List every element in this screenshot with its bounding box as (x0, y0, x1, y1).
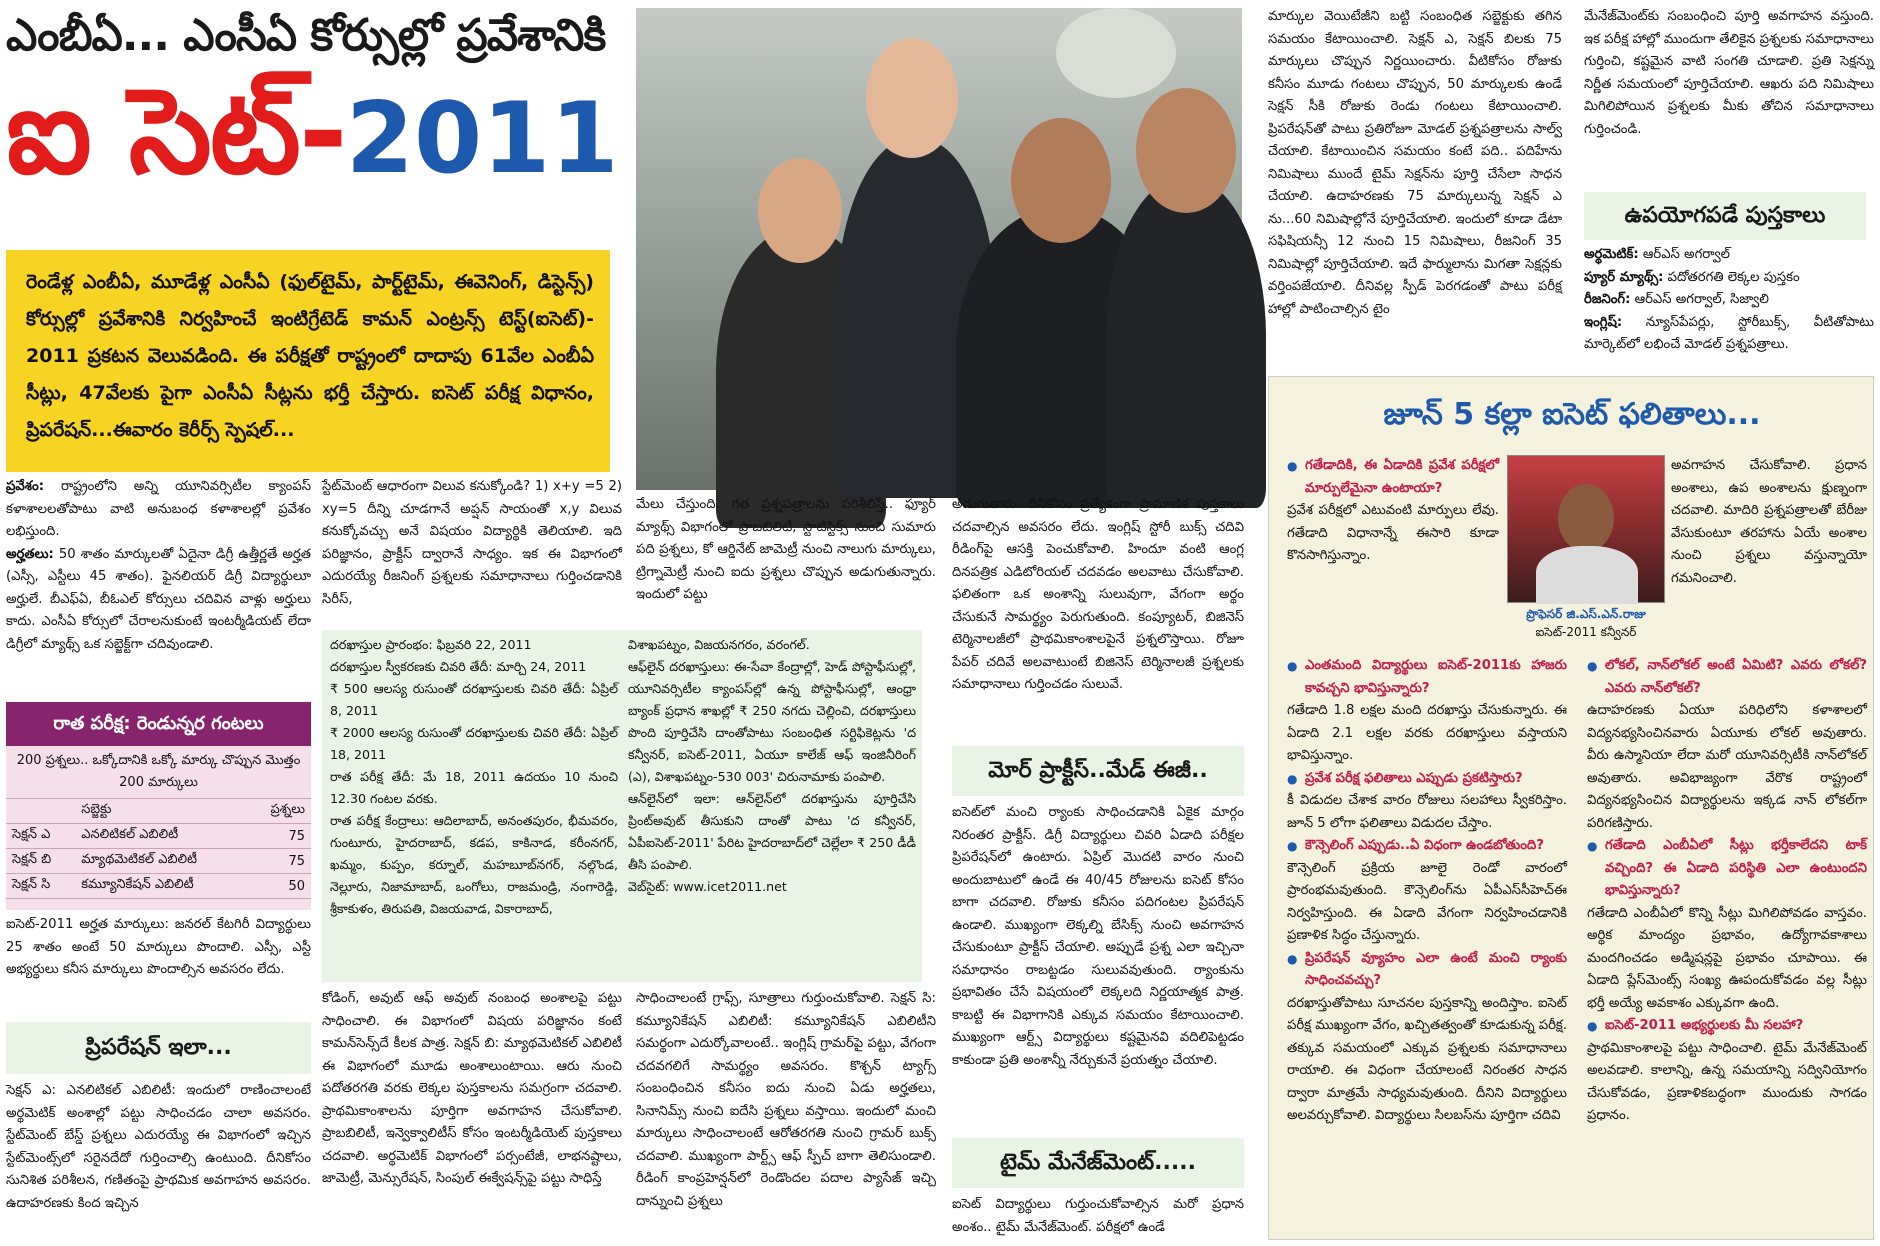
interview-title: జూన్ 5 కల్లా ఐసెట్ ఫలితాలు... (1383, 397, 1761, 432)
books-heading: ఉపయోగపడే పుస్తకాలు (1584, 192, 1866, 240)
interview-answer: గతేడాది ఎంబీఏలో కొన్ని సీట్లు మిగిలిపోవడం వాస్తవం. అర్థిక మాంద్యం ప్రభావం, ఉద్యోగావకాశాలు మందగించడం అడ్మిషన్లపై ప్రభావం చూపాయి. ఈ ఏడాది ప్లేస్‌మెంట్స్ సంఖ్య ఊపందుకోవడం వల్ల సీట్లు భర్తీ అయ్యే అవకాశం ఎక్కువగా ఉంది. (1587, 905, 1867, 1011)
exam-table (6, 799, 311, 899)
table-header-row (6, 799, 311, 824)
interview-question: ● ఐసెట్-2011 అభ్యర్థులకు మీ సలహా? (1587, 1015, 1867, 1038)
table-cell: 50 (248, 874, 311, 899)
date-item: దరఖాస్తుల స్వీకరణకు చివరి తేదీ: మార్చి 24, 2011 (330, 659, 587, 674)
time-management-heading: టైమ్ మేనేజ్‌మెంట్..... (952, 1138, 1244, 1188)
students-photo (636, 8, 1242, 490)
books-list (1584, 244, 1874, 360)
intro-box: రెండేళ్ల ఎంబీఏ, మూడేళ్ల ఎంసీఏ (ఫుల్‌టైమ్, పార్ట్‌టైమ్, ఈవెనింగ్, డిస్టెన్స్) కోర్సుల్లో ప్రవేశానికి నిర్వహించే ఇంటిగ్రేటెడ్ కామన్ ఎంట్రన్స్ టెస్ట్(ఐసెట్)- 2011 ప్రకటన వెలువడింది. ఈ పరీక్షతో రాష్ట్రంలో దాదాపు 61వేల ఎంబీఏ సీట్లు, 47వేలకు పైగా ఎంసీఏ సీట్లను భర్తీ చేస్తారు. ఐసెట్ పరీక్ష విధానం, ప్రిపరేషన్...ఈవారం కెరీర్స్ స్పెషల్... (6, 250, 610, 472)
admission-text: రాష్ట్రంలోని అన్ని యూనివర్సిటీల క్యాంపస్ కళాశాలలతోపాటు వాటి అనుబంధ కళాశాలల్లో ప్రవేశం లభిస్తుంది. (6, 479, 311, 539)
col6-text: మేనేజ్‌మెంట్‌కు సంబంధించి పూర్తి అవగాహన వస్తుంది. ఇక పరీక్ష హాల్లో ముందుగా తేలికైన ప్రశ్నలకు సమాధానాలు గుర్తించి, కష్టమైన వాటి సంగతి చూడాలి. ప్రతి సెక్షన్ను నిర్ణీత సమయంలో పూర్తిచేయాలి. ఆఖరు పది నిమిషాలు మిగిలిపోయిన ప్రశ్నలకు మీకు తోచిన సమాధానాలు గుర్తించండి. (1584, 9, 1874, 137)
interview-answer: కౌన్సెలింగ్ ప్రక్రియ జూలై రెండో వారంలో ప్రారంభమవుతుంది. కౌన్సెలింగ్‌ను ఏపీఎస్‌సీహెచ్‌ఈ నిర్వహిస్తుంది. ఈ ఏడాది వేగంగా నిర్వహించడానికి ప్రణాళిక సిద్ధం చేస్తున్నారు. (1287, 860, 1567, 943)
interview-question: ● గతేడాది ఎంబీఏలో సీట్లు భర్తీకాలేదని టాక్ వచ్చింది? ఈ ఏడాది పరిస్థితి ఎలా ఉంటుందని భావిస్తున్నారు? (1587, 835, 1867, 903)
interview-answer: గతేడాది 1.8 లక్షల మంది దరఖాస్తు చేసుకున్నారు. ఈ ఏడాది 2.1 లక్షల వరకు దరఖాస్తులు వస్తాయని భావిస్తున్నాం. (1287, 703, 1567, 763)
qualifying-marks-text: ఐసెట్-2011 అర్హత మార్కులు: జనరల్ కేటగిరీ విద్యార్థులు 25 శాతం అంటే 50 మార్కులు పొందాలి. ఎస్సీ, ఎస్టీ అభ్యర్థులు కనీస మార్కులు పొందాల్సిన అవసరం లేదు. (6, 917, 311, 977)
dates-left (330, 634, 618, 980)
date-item: ఆఫ్‌లైన్ దరఖాస్తులు: ఈ-సేవా కేంద్రాల్లో, హెడ్ పోస్టాఫీసుల్లో, యూనివర్సిటీల క్యాంపస్‌ల్లో ఉన్న పోస్టాఫీసుల్లో, ఆంధ్రా బ్యాంక్ ప్రధాన శాఖల్లో ₹ 250 నగదు చెల్లించి, దరఖాస్తులు పొంది పూర్తిచేసి దాంతోపాటు సంబంధిత సర్టిఫికెట్లను 'ద కన్వీనర్, ఐసెట్-2011, ఏయూ కాలేజ్ ఆఫ్ ఇంజినీరింగ్ (ఎ), విశాఖపట్నం-530 003' చిరునామాకు పంపాలి. (628, 659, 916, 784)
interview-right-top: అవగాహన చేసుకోవాలి. ప్రధాన అంశాలు, ఉప అంశాలను క్షుణ్నంగా చదవాలి. మాదిరి ప్రశ్నపత్రాలతో బేరీజు వేసుకుంటూ తరహాను ఏయే అంశాల నుంచి ప్రశ్నలు వస్తున్నాయో గమనించాలి. (1671, 458, 1867, 586)
date-item: ₹ 500 ఆలస్య రుసుంతో దరఖాస్తులకు చివరి తేదీ: ఏప్రిల్ 8, 2011 (330, 681, 618, 718)
interview-left-column (1287, 655, 1567, 1235)
exam-pattern-box (6, 702, 311, 910)
interview-question: ● ఎంతమంది విద్యార్థులు ఐసెట్-2011కు హాజరు కావచ్చని భావిస్తున్నారు? (1287, 655, 1567, 700)
book-label: ఇంగ్లిష్: (1584, 314, 1623, 330)
book-value: ఆర్ఎస్ అగర్వాల్ (1642, 247, 1731, 262)
book-label: రీజనింగ్: (1584, 292, 1631, 307)
table-cell: సెక్షన్ ఎ (6, 824, 75, 849)
eligibility-text (6, 476, 311, 690)
table-cell: కమ్యూనికేషన్ ఎబిలిటీ (75, 874, 248, 899)
caption-role: ఐసెట్-2011 కన్వీనర్ (1535, 625, 1637, 639)
table-row (6, 824, 311, 849)
col3-top-text: మేలు చేస్తుంది. గత ప్రశ్నపత్రాలను పరిశీలిస్తే.. ఫ్యూర్ మ్యాథ్స్ విభాగంలో ప్రాబబిలిటీ, స్టాటిస్టిక్స్ నుంచి సుమారు పది ప్రశ్నలు, కో ఆర్డినేట్ జామెట్రీ నుంచి నాలుగు మార్కులు, ట్రిగ్నామెట్రీ నుంచి ఐదు ప్రశ్నలు చొప్పున అడుగుతున్నారు. ఇందులో పట్టు (636, 497, 936, 602)
book-label: ప్యూర్ మ్యాథ్స్: (1584, 269, 1664, 285)
table-cell: 75 (248, 849, 311, 874)
dates-right (628, 634, 916, 980)
interview-answer: దరఖాస్తుతోపాటు సూచనల పుస్తకాన్ని అందిస్తాం. ఐసెట్ పరీక్ష ముఖ్యంగా వేగం, ఖచ్చితత్వంతో కూడుకున్న పరీక్ష. తక్కువ సమయంలో ఎక్కువ ప్రశ్నలకు సమాధానాలు రాయాలి. ఈ విధంగా చేయాలంటే నిరంతర సాధన ద్వారా మాత్రమే సాధ్యమవుతుంది. దీనిని విద్యార్థులు అలవర్చుకోవాలి. విద్యార్థులు సిలబస్‌ను పూర్తిగా చదివి (1287, 995, 1567, 1123)
interview-box (1268, 376, 1874, 1240)
interview-qa-block (1287, 455, 1499, 655)
col3-bottom-text: సాధించాలంటే గ్రాఫ్స్, సూత్రాలు గుర్తుంచుకోవాలి. సెక్షన్ సి: కమ్యూనికేషన్ ఎబిలిటీ: కమ్యూనికేషన్ ఎబిలిటీని సమర్థంగా ఎదుర్కోవాలంటే.. ఇంగ్లిష్ గ్రామర్‌పై పట్టు, వేగంగా చదవగలిగే సామర్థ్యం అవసరం. కొశ్చన్ ట్యాగ్స్ సంబంధించిన కనీసం ఐదు నుంచి ఏడు అర్హతలు, సినానిమ్స్ నుంచి ఐదేసి ప్రశ్నలు వస్తాయి. ఇందులో మంచి మార్కులు సాధించాలంటే ఆరోతరగతి నుంచి గ్రామర్ బుక్స్ చదవాలి. ముఖ్యంగా పార్ట్స్ ఆఫ్ స్పీచ్ బాగా తెలిసుండాలి. రీడింగ్ కాంప్రహెన్షన్‌లో రెండొందల పదాల ప్యాసేజ్ ఇచ్చి దాన్నుంచి ప్రశ్నలు (636, 991, 936, 1209)
table-row (6, 849, 311, 874)
date-item: ₹ 2000 ఆలస్య రుసుంతో దరఖాస్తులకు చివరి తేదీ: ఏప్రిల్ 18, 2011 (330, 725, 618, 762)
caption-name: ప్రొఫెసర్ జి.ఎస్.ఎన్.రాజు (1526, 607, 1646, 621)
date-item: రాత పరీక్ష కేంద్రాలు: ఆదిలాబాద్, అనంతపురం, భీమవరం, గుంటూరు, హైదరాబాద్, కడప, కాకినాడ, కరీంనగర్, ఖమ్మం, కుప్పం, కర్నూల్, మహబూబ్‌నగర్, నల్గొండ, నెల్లూరు, నిజామాబాద్, ఒంగోలు, రాజమండ్రి, నంగారెడ్డి, శ్రీకాకుళం, తిరుపతి, విజయవాడ, వికారాబాద్, (330, 813, 618, 916)
photo-caption (1507, 605, 1665, 645)
practice-heading: మోర్ ప్రాక్టీస్..మేడ్ ఈజీ.. (952, 746, 1244, 796)
admission-label: ప్రవేశం: (6, 479, 44, 494)
eligibility-label: అర్హతలు: (6, 546, 54, 562)
preparation-heading: ప్రిపరేషన్ ఇలా... (6, 1022, 311, 1074)
interview-question: ● ప్రిపరేషన్ వ్యూహం ఎలా ఉంటే మంచి ర్యాంకు సాధించవచ్చు? (1287, 948, 1567, 993)
book-value: న్యూస్‌పేపర్లు, స్టోరీబుక్స్, వీటితోపాటు మార్కెట్‌లో లభించే మోడల్ ప్రశ్నపత్రాలు. (1584, 314, 1874, 352)
table-cell: ఎనలిటికల్ ఎబిలిటీ (75, 824, 248, 849)
practice-text: ఐసెట్‌లో మంచి ర్యాంకు సాధించడానికి ఏకైక మార్గం నిరంతర ప్రాక్టీస్. డిగ్రీ విద్యార్థులు చివరి ఏడాది పరీక్షల ప్రిపరేషన్‌లో ఉంటారు. ఏప్రిల్ మొదటి వారం నుంచి అందుబాటులో ఉండే ఈ 40/45 రోజులను ఐసెట్ కోసం బాగా చదవాలి. రోజుకు కనీసం పదిగంటల ప్రిపరేషన్ ఉండాలి. ముఖ్యంగా లెక్కల్ని బేసిక్స్ నుంచి అవగాహన చేసుకుంటూ ప్రాక్టీస్ చేయాలి. అప్పుడే ప్రశ్న ఎలా ఇచ్చినా సమాధానం రాబట్టడం సులువవుతుంది. ర్యాంకును ప్రభావితం చేసే విషయంలో లెక్కలది నిర్ణయాత్మక పాత్ర. కాబట్టి ఈ విభాగానికి ఎక్కువ సమయం కేటాయించాలి. ముఖ్యంగా ఆర్ట్స్ విద్యార్థులు కష్టమైనవి వదిలిపెట్టడం కాకుండా ప్రతి అంశాన్నీ నేర్చుకునే ప్రయత్నం చేయాలి. (952, 805, 1244, 1068)
col2-top-text: స్టేట్‌మెంట్ ఆధారంగా విలువ కనుక్కోండి? 1) x+y =5 2) xy=5 దీన్ని చూడగానే అప్షన్ సాయంతో x,y విలువ కనుక్కోవచ్చు అనే విషయం విద్యార్థికి తెలియాలి. ఇది పరిజ్ఞానం, ప్రాక్టీస్ ద్వారానే సాధ్యం. ఇక ఈ విభాగంలో ఎదురయ్యే రీజనింగ్ ప్రశ్నలకు సమాధానాలు గుర్తించడానికి సిరీస్, (322, 479, 622, 607)
interview-right-column (1587, 655, 1867, 1235)
website-link[interactable]: వెబ్‌సైట్: www.icet2011.net (628, 879, 787, 894)
professor-photo (1507, 455, 1665, 603)
book-value: పదోతరగతి లెక్కల పుస్తకం (1667, 269, 1800, 285)
date-item: ఆన్‌లైన్‌లో ఇలా: ఆన్‌లైన్‌లో దరఖాస్తును పూర్తిచేసి ప్రింట్‌అవుట్ తీసుకుని దాంతో పాటు 'ద కన్వీనర్, ఏపీఐసెట్-2011' పేరిట హైదరాబాద్‌లో చెల్లేలా ₹ 250 డీడీ తీసి పంపాలి. (628, 791, 916, 872)
exam-box-intro: 200 ప్రశ్నలు.. ఒక్కోదానికి ఒక్కో మార్కు చొప్పున మొత్తం 200 మార్కులు (6, 746, 311, 799)
eligibility-paragraph: 50 శాతం మార్కులతో ఏదైనా డిగ్రీ ఉత్తీర్ణతే అర్హత (ఎస్సీ, ఎస్టీలు 45 శాతం). ఫైనలియర్ డిగ్రీ విద్యార్థులూ అర్హులే. బీఎఫ్ఏ, బీఓఎల్ కోర్సులు చదివిన వాళ్లు అర్హులు కాదు. ఎంసీఏ కోర్సులో చేరాలనుకుంటే ఇంటర్మీడియట్ లేదా డిగ్రీలో మ్యాథ్స్ ఒక సబ్జెక్ట్‌గా చదివుండాలి. (6, 546, 311, 652)
time-management-text: ఐసెట్ విద్యార్థులు గుర్తుంచుకోవాల్సిన మరో ప్రధాన అంశం.. టైమ్ మేనేజ్‌మెంట్. పరీక్షలో ఉండే (952, 1197, 1244, 1235)
interview-question: ● కౌన్సెలింగ్ ఎప్పుడు..ఏ విధంగా ఉండబోతుంది? (1287, 835, 1567, 858)
date-item: రాత పరీక్ష తేదీ: మే 18, 2011 ఉదయం 10 నుంచి 12.30 గంటల వరకు. (330, 769, 618, 806)
col5-text: మార్కుల వెయిటేజీని బట్టి సంబంధిత సబ్జెక్టుకు తగిన సమయం కేటాయించాలి. సెక్షన్ ఎ, సెక్షన్ బిలకు 75 మార్కులు చొప్పున నిర్ణయించారు. వీటికోసం రోజుకు కనీసం మూడు గంటలు చొప్పున, 50 మార్కులకు ఉండే సెక్షన్ సీకి రోజుకు రెండు గంటలు కేటాయించాలి. ప్రిపరేషన్‌తో పాటు ప్రతిరోజూ మోడల్ ప్రశ్నపత్రాలను సాల్వ్ చేయాలి. కేటాయించిన సమయం కంటే పది.. పదిహేను నిమిషాలు ముందే టైమ్ సెక్షన్‌ను పూర్తి చేసేలా సాధన చేయాలి. ఉదాహరణకు 75 మార్కులున్న సెక్షన్ ఎ ను...60 నిమిషాల్లోనే పూర్తిచేయాలి. ఇందులో కూడా డేటా సఫిషియన్సీ 12 నుంచి 15 నిమిషాలు, రీజనింగ్ 35 నిమిషాల్లో పూర్తిచేయాలి. ఇదే ఫార్ములాను మిగతా సెక్షన్లకు వర్తింపజేయాలి. దీనివల్ల స్పీడ్ పెరగడంతో పాటు పరీక్ష హాల్లో పాటించాల్సిన టైం (1268, 9, 1562, 317)
interview-answer: ప్రవేశ పరీక్షలో ఎటువంటి మార్పులు లేవు. గతేడాది విధానాన్నే ఈసారి కూడా కొనసాగిస్తున్నాం. (1287, 503, 1499, 563)
interview-answer: ప్రాథమికాంశాలపై పట్టు సాధించాలి. టైమ్ మేనేజ్‌మెంట్ అలవడాలి. కాలాన్ని, ఉన్న సమయాన్ని సద్వినియోగం చేసుకోవడం, ప్రణాళికబద్ధంగా ముందుకు సాగడం ప్రధానం. (1587, 1040, 1867, 1123)
date-item: విశాఖపట్నం, విజయనగరం, వరంగల్. (628, 637, 810, 652)
book-label: అర్థమెటిక్: (1584, 247, 1639, 262)
headline-kicker: ఎంబీఏ... ఎంసీఏ కోర్సుల్లో ప్రవేశానికి (6, 10, 606, 61)
col2-bottom-text: కోడింగ్, అవుట్ ఆఫ్ అవుట్ నంబంధ అంశాలపై పట్టు సాధించాలి. ఈ విభాగంలో విషయ పరిజ్ఞానం కంటే కామన్‌సెన్స్‌దే కీలక పాత్ర. సెక్షన్ బి: మ్యాథమెటికల్ ఎబిలిటీ ఈ విభాగంలో మూడు అంశాలుంటాయి. ఆరు నుంచి పదోతరగతి వరకు లెక్కల పుస్తకాలను సమగ్రంగా చదవాలి. ప్రాథమికాంశాలను పూర్తిగా అవగాహన చేసుకోవాలి. ప్రాబబిలిటీ, ఇన్వెక్వాలిటీస్ కోసం ఇంటర్మీడియెట్ పుస్తకాలు చదవాలి. అర్థమెటిక్ విభాగంలో పర్సంటేజీ, లాభనష్టాలు, జామెట్రీ, మెన్సురేషన్, సింపుల్ ఈక్వేషన్స్‌పై పట్టు సాధిస్తే (322, 991, 622, 1186)
table-header: సబ్జెక్టు (75, 799, 248, 824)
section-a-text: సెక్షన్ ఎ: ఎనలిటికల్ ఎబిలిటీ: ఇందులో రాణించాలంటే అర్థమెటిక్ అంశాల్లో పట్టు సాధించడం చాలా అవసరం. స్టేట్‌మెంట్ బేస్డ్ ప్రశ్నలు ఎదురయ్యే ఈ విభాగంలో ఇచ్చిన స్టేట్‌మెంట్స్‌లో సరైనదేదో గుర్తించాల్సి ఉంటుంది. దీనికోసం సునిశిత పరిశీలన, గణితంపై ప్రాథమిక అవగాహన అవసరం. ఉదాహరణకు కింద ఇచ్చిన (6, 1083, 311, 1211)
important-dates-box (322, 630, 922, 982)
exam-box-title: రాత పరీక్ష: రెండున్నర గంటలు (6, 702, 311, 746)
table-cell: మ్యాథమెటికల్ ఎబిలిటీ (75, 849, 248, 874)
interview-answer: ఉదాహరణకు ఏయూ పరిధిలోని కళాశాలలో విద్యనభ్యసించినవారు ఏయూకు లోకల్ అవుతారు. వీరు ఉస్మానియా లేదా మరో యూనివర్సిటీకి నాన్‌లోకల్ అవుతారు. అవిభాజ్యంగా వేరొక రాష్ట్రంలో విద్యనభ్యసించిన విద్యార్థులను ఇక్కడ నాన్ లోకల్‌గా పరిగణిస్తారు. (1587, 703, 1867, 831)
table-cell: సెక్షన్ సి (6, 874, 75, 899)
col4-top-text: అడుగుతారు. దీనికోసం ప్రత్యేకంగా ప్రామాణిక పుస్తకాలు చదవాల్సిన అవసరం లేదు. ఇంగ్లిష్ స్టోరీ బుక్స్ చదివి రీడింగ్‌పై ఆసక్తి పెంచుకోవాలి. హిందూ వంటి ఆంగ్ల దినపత్రిక ఎడిటోరియల్ చదవడం అలవాటు చేసుకోవాలి. ఫలితంగా ఒక అంశాన్ని సులువుగా, వేగంగా అర్థం చేసుకునే సామర్థ్యం పెరుగుతుంది. కంప్యూటర్, బిజినెస్ టెర్మినాలజీలో ప్రాథమికాంశాలపైనే ప్రశ్నలొస్తాయి. రోజూ పేపర్ చదివే అలవాటుంటే బిజినెస్ టెర్మినాలజీ ప్రశ్నలకు సమాధానాలు గుర్తించడం సులువే. (952, 497, 1244, 692)
interview-question: ● గతేడాదికి, ఈ ఏడాదికి ప్రవేశ పరీక్షలో మార్పులేమైనా ఉంటాయా? (1287, 455, 1499, 500)
date-item: దరఖాస్తుల ప్రారంభం: ఫిబ్రవరి 22, 2011 (330, 637, 532, 652)
headline-title (6, 62, 706, 212)
table-cell: 75 (248, 824, 311, 849)
table-header: ప్రశ్నలు (248, 799, 311, 824)
headline-title-text: ఐ సెట్- (6, 62, 346, 200)
headline-year: 2011 (345, 82, 619, 196)
book-value: ఆర్ఎస్ అగర్వాల్, సిజ్వాలి (1634, 292, 1769, 307)
interview-question: ● లోకల్, నాన్‌లోకల్ అంటే ఏమిటి? ఎవరు లోకల్? ఎవరు నాన్‌లోకల్? (1587, 655, 1867, 700)
interview-question: ● ప్రవేశ పరీక్ష ఫలితాలు ఎప్పుడు ప్రకటిస్తారు? (1287, 768, 1567, 791)
interview-answer: కీ విడుదల చేశాక వారం రోజులు సలహాలు స్వీకరిస్తాం. జూన్ 5 లోగా ఫలితాలు విడుదల చేస్తాం. (1287, 793, 1567, 831)
table-row (6, 874, 311, 899)
table-cell: సెక్షన్ బి (6, 849, 75, 874)
